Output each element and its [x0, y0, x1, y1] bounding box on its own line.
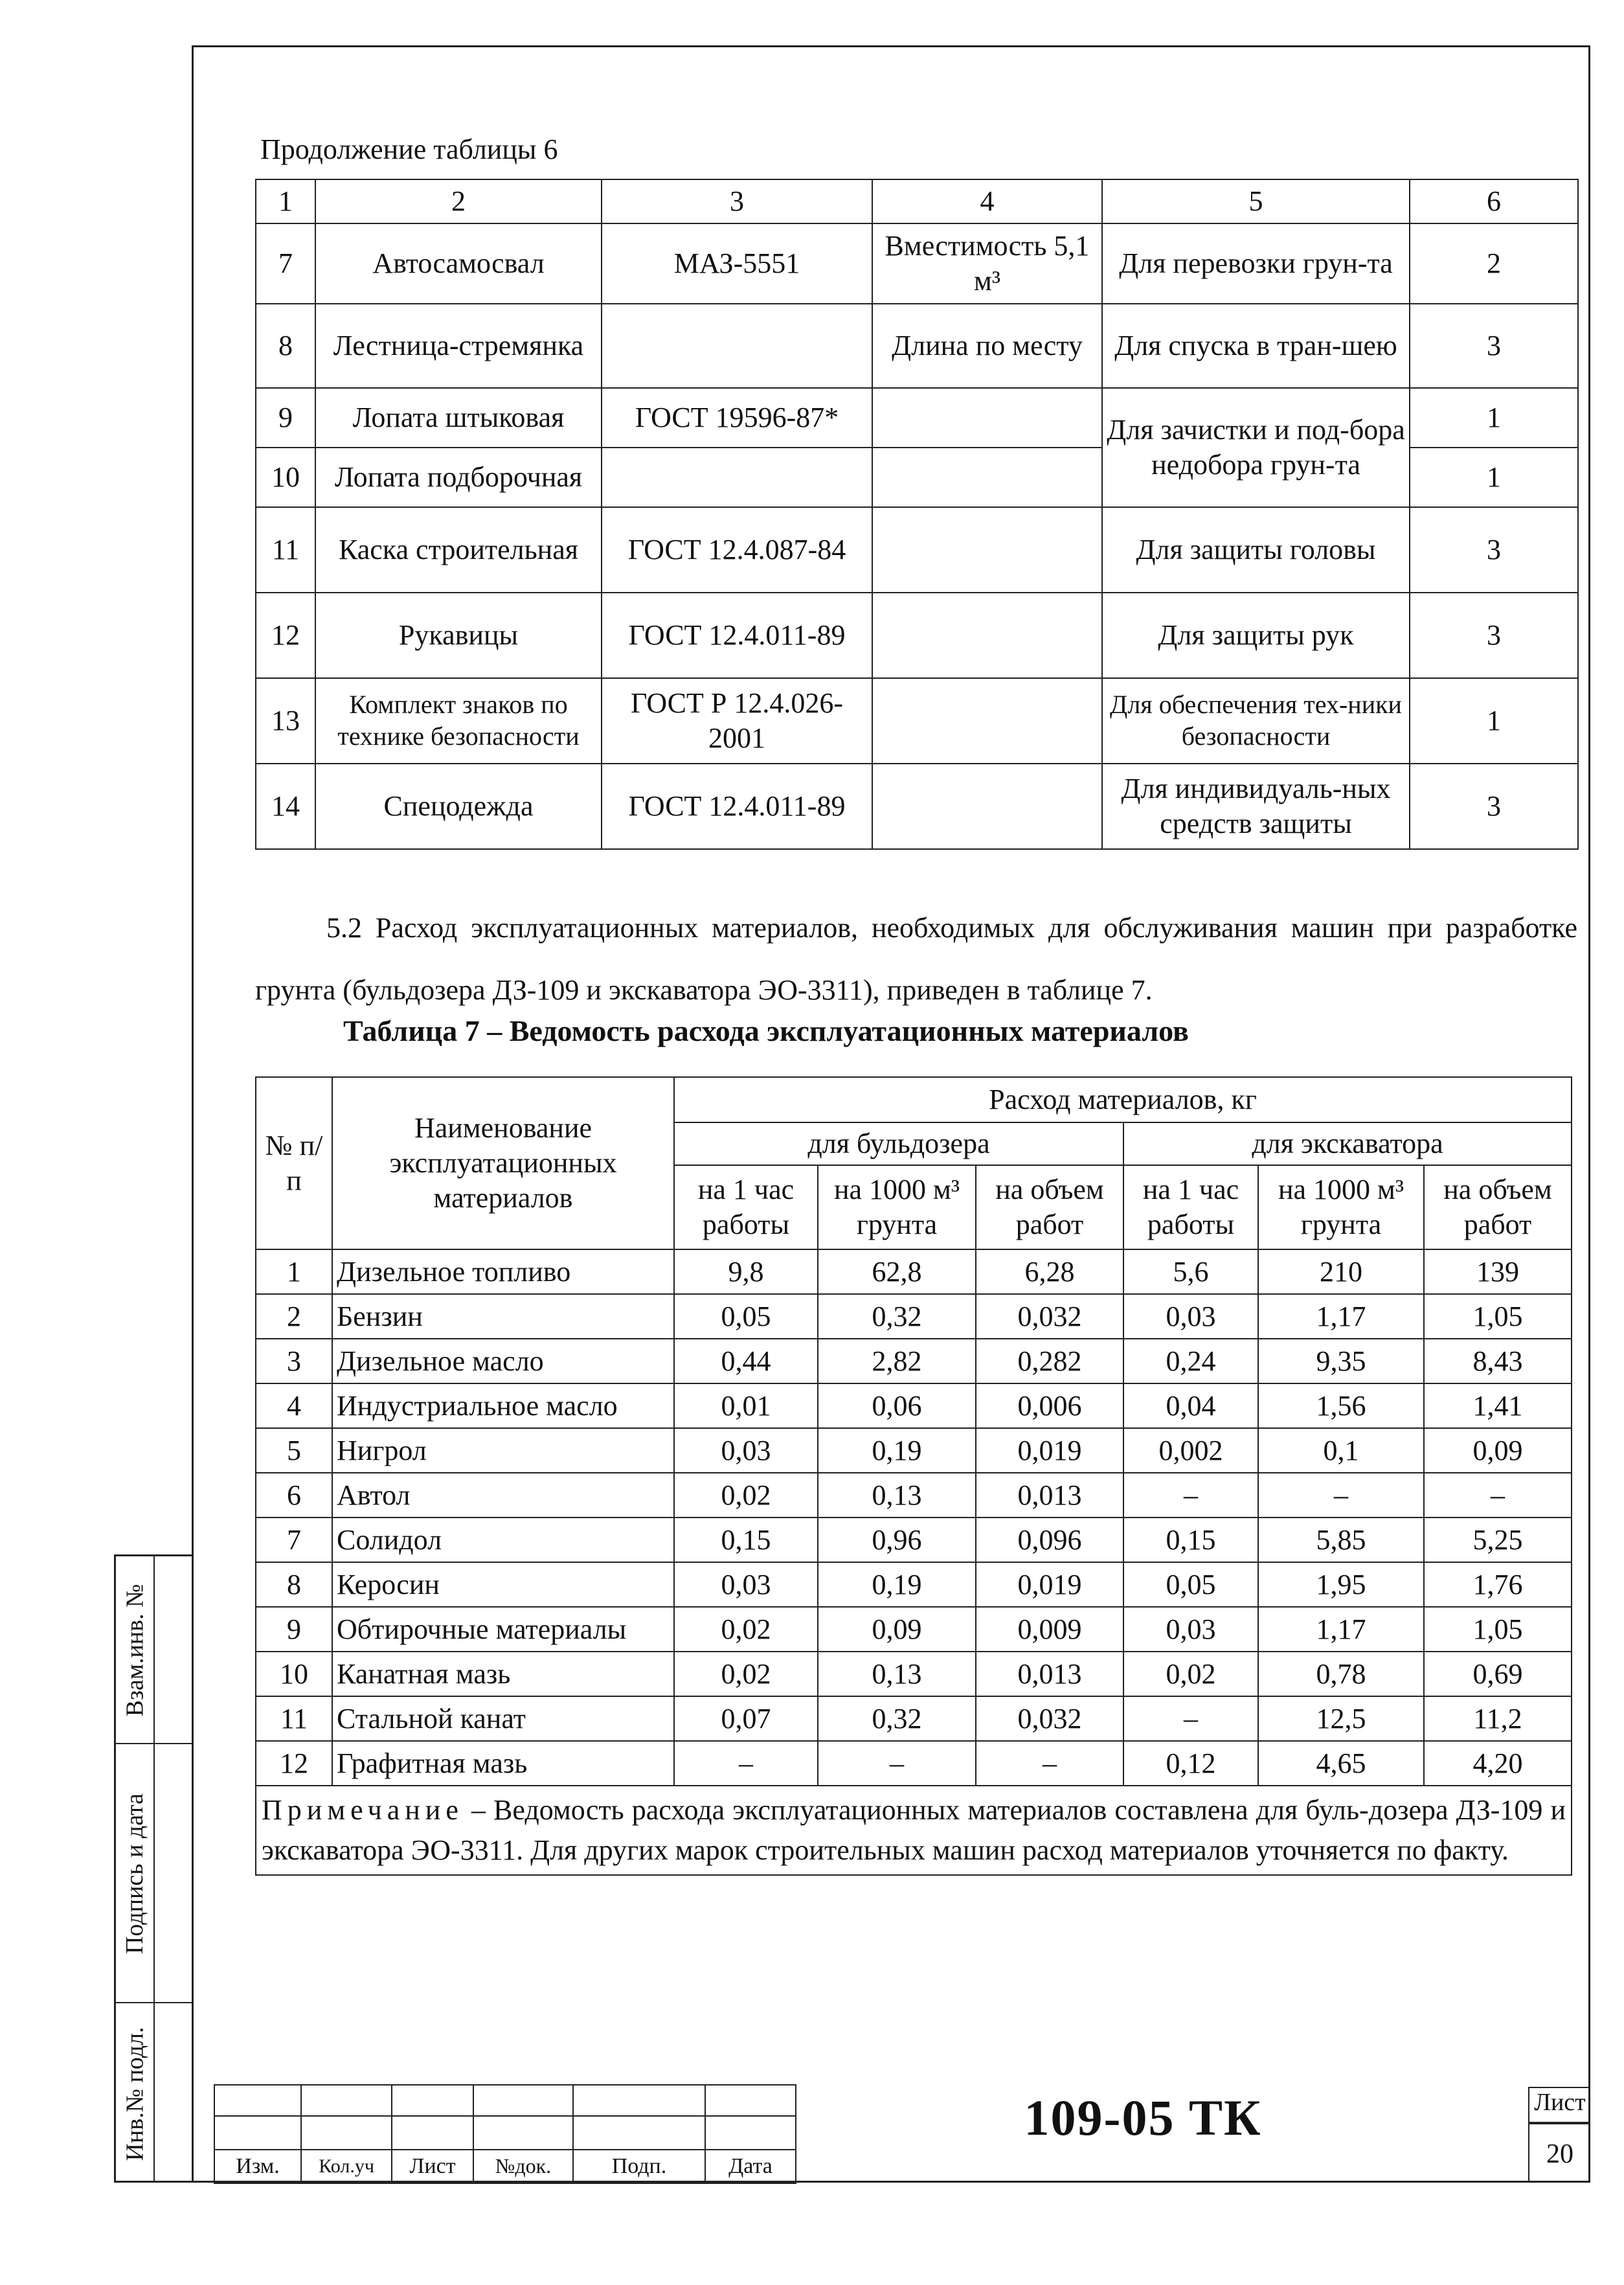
item-purpose: Для защиты рук: [1102, 593, 1410, 678]
excavator-per-1000: 1,17: [1258, 1294, 1424, 1339]
item-name: Лопата штыковая: [315, 388, 602, 448]
row-number: 10: [256, 448, 315, 507]
bulldozer-per-1000: 0,06: [818, 1383, 976, 1428]
table6-header-cell: 1: [256, 179, 315, 223]
paragraph-5-2: 5.2 Расход эксплуатационных материалов, необходимых для обслуживания машин при разработке грунта (бульдозера ДЗ-109 и экскаватора ЭО-3311), приведен в таблице 7.: [255, 912, 1577, 1006]
excavator-per-hour: –: [1123, 1473, 1258, 1518]
bulldozer-per-1000: 0,32: [818, 1294, 976, 1339]
row-number: 7: [256, 223, 315, 304]
side-label-original-inv: Инв.№ подл.: [121, 2027, 149, 2161]
row-number: 12: [256, 1741, 332, 1786]
bulldozer-per-volume: 0,013: [976, 1473, 1123, 1518]
side-stamp: [114, 1554, 193, 2183]
excavator-per-1000: 1,56: [1258, 1383, 1424, 1428]
item-name: Лестница-стремянка: [315, 304, 602, 388]
excavator-per-1000: 210: [1258, 1249, 1424, 1294]
item-parameter: [872, 593, 1102, 678]
item-quantity: 2: [1410, 223, 1578, 304]
row-number: 3: [256, 1339, 332, 1383]
excavator-per-volume: 0,69: [1424, 1652, 1572, 1696]
excavator-per-volume: 0,09: [1424, 1428, 1572, 1473]
bulldozer-per-hour: –: [674, 1741, 818, 1786]
item-standard: МАЗ-5551: [602, 223, 872, 304]
excavator-per-volume: 1,76: [1424, 1562, 1572, 1607]
table6-header-cell: 6: [1410, 179, 1578, 223]
bulldozer-per-volume: 0,032: [976, 1294, 1123, 1339]
row-number: 7: [256, 1518, 332, 1562]
item-quantity: 3: [1410, 507, 1578, 593]
item-purpose: Для обеспечения тех-ники безопасности: [1102, 678, 1410, 764]
bulldozer-per-1000: 0,09: [818, 1607, 976, 1652]
side-label-replacement-inv: Взам.инв. №: [121, 1584, 149, 1717]
row-number: 12: [256, 593, 315, 678]
bulldozer-per-hour: 0,03: [674, 1428, 818, 1473]
excavator-per-volume: 139: [1424, 1249, 1572, 1294]
excavator-per-hour: 0,03: [1123, 1607, 1258, 1652]
item-standard: ГОСТ 12.4.011-89: [602, 764, 872, 849]
bulldozer-per-hour: 0,02: [674, 1607, 818, 1652]
excavator-per-volume: 4,20: [1424, 1741, 1572, 1786]
material-name: Керосин: [332, 1562, 674, 1607]
row-number: 2: [256, 1294, 332, 1339]
note-text: – Ведомость расхода эксплуатационных материалов составлена для буль-дозера ДЗ-109 и экскаватора ЭО-3311. Для других марок строительных машин расход материалов уточняется по факту.: [262, 1794, 1566, 1866]
stamp-label: Подп.: [573, 2150, 705, 2183]
revision-table: [214, 2084, 796, 2184]
bulldozer-per-volume: 0,282: [976, 1339, 1123, 1383]
table-row: [256, 1652, 1572, 1696]
col-header-per-volume: на объем работ: [976, 1165, 1123, 1249]
excavator-per-1000: 12,5: [1258, 1696, 1424, 1741]
bulldozer-per-volume: 0,096: [976, 1518, 1123, 1562]
bulldozer-per-hour: 0,15: [674, 1518, 818, 1562]
item-quantity: 1: [1410, 388, 1578, 448]
col-header-name: Наименование эксплуатационных материалов: [332, 1077, 674, 1249]
col-header-excavator: для экскаватора: [1123, 1122, 1572, 1165]
item-purpose: Для защиты головы: [1102, 507, 1410, 593]
material-name: Дизельное топливо: [332, 1249, 674, 1294]
material-name: Автол: [332, 1473, 674, 1518]
excavator-per-1000: –: [1258, 1473, 1424, 1518]
table-row: [256, 1339, 1572, 1383]
col-header-per-hour: на 1 час работы: [1123, 1165, 1258, 1249]
excavator-per-1000: 1,17: [1258, 1607, 1424, 1652]
item-quantity: 3: [1410, 593, 1578, 678]
row-number: 4: [256, 1383, 332, 1428]
row-number: 9: [256, 1607, 332, 1652]
table-row: [256, 1428, 1572, 1473]
material-name: Обтирочные материалы: [332, 1607, 674, 1652]
table-row: [256, 1294, 1572, 1339]
bulldozer-per-1000: 0,32: [818, 1696, 976, 1741]
item-purpose: Для индивидуаль-ных средств защиты: [1102, 764, 1410, 849]
item-purpose: Для спуска в тран-шею: [1102, 304, 1410, 388]
material-name: Солидол: [332, 1518, 674, 1562]
bulldozer-per-volume: 6,28: [976, 1249, 1123, 1294]
item-standard: [602, 448, 872, 507]
note-label: Примечание: [262, 1794, 464, 1826]
row-number: 11: [256, 1696, 332, 1741]
item-parameter: Длина по месту: [872, 304, 1102, 388]
item-quantity: 3: [1410, 304, 1578, 388]
table-row: [256, 678, 1578, 764]
table-row: [256, 304, 1578, 388]
item-standard: ГОСТ 12.4.011-89: [602, 593, 872, 678]
sheet-number: 20: [1528, 2123, 1590, 2183]
stamp-label: Изм.: [214, 2150, 301, 2183]
material-name: Дизельное масло: [332, 1339, 674, 1383]
item-standard: ГОСТ 19596-87*: [602, 388, 872, 448]
bulldozer-per-hour: 0,03: [674, 1562, 818, 1607]
bulldozer-per-1000: 0,19: [818, 1562, 976, 1607]
bulldozer-per-volume: 0,009: [976, 1607, 1123, 1652]
col-header-bulldozer: для бульдозера: [674, 1122, 1123, 1165]
item-parameter: [872, 388, 1102, 448]
col-header-consumption: Расход материалов, кг: [674, 1077, 1572, 1122]
table6: [255, 179, 1579, 850]
bulldozer-per-hour: 0,44: [674, 1339, 818, 1383]
item-name: Комплект знаков по технике безопасности: [315, 678, 602, 764]
stamp-label: Лист: [392, 2150, 473, 2183]
material-name: Нигрол: [332, 1428, 674, 1473]
table-row: [256, 593, 1578, 678]
excavator-per-volume: 1,05: [1424, 1607, 1572, 1652]
item-name: Каска строительная: [315, 507, 602, 593]
stamp-label: Дата: [705, 2150, 796, 2183]
table-row: [256, 388, 1578, 448]
item-name: Спецодежда: [315, 764, 602, 849]
excavator-per-hour: 5,6: [1123, 1249, 1258, 1294]
item-standard: ГОСТ Р 12.4.026-2001: [602, 678, 872, 764]
bulldozer-per-hour: 0,07: [674, 1696, 818, 1741]
item-name: Лопата подборочная: [315, 448, 602, 507]
bulldozer-per-1000: 2,82: [818, 1339, 976, 1383]
item-parameter: [872, 507, 1102, 593]
excavator-per-volume: 5,25: [1424, 1518, 1572, 1562]
table-row: [256, 1607, 1572, 1652]
item-quantity: 1: [1410, 678, 1578, 764]
material-name: Канатная мазь: [332, 1652, 674, 1696]
row-number: 9: [256, 388, 315, 448]
excavator-per-1000: 5,85: [1258, 1518, 1424, 1562]
item-purpose: Для зачистки и под-бора недобора грун-та: [1102, 388, 1410, 507]
table6-header-cell: 4: [872, 179, 1102, 223]
item-parameter: Вместимость 5,1 м³: [872, 223, 1102, 304]
table6-header-cell: 3: [602, 179, 872, 223]
stamp-label: №док.: [473, 2150, 573, 2183]
excavator-per-hour: 0,04: [1123, 1383, 1258, 1428]
table-row: [256, 1473, 1572, 1518]
table6-header-cell: 2: [315, 179, 602, 223]
item-quantity: 1: [1410, 448, 1578, 507]
row-number: 5: [256, 1428, 332, 1473]
table-row: [256, 1562, 1572, 1607]
item-name: Рукавицы: [315, 593, 602, 678]
bulldozer-per-volume: 0,019: [976, 1428, 1123, 1473]
table-row: [256, 1383, 1572, 1428]
row-number: 13: [256, 678, 315, 764]
excavator-per-volume: –: [1424, 1473, 1572, 1518]
col-header-per-1000: на 1000 м³ грунта: [818, 1165, 976, 1249]
bulldozer-per-hour: 0,02: [674, 1473, 818, 1518]
row-number: 8: [256, 1562, 332, 1607]
excavator-per-volume: 8,43: [1424, 1339, 1572, 1383]
row-number: 14: [256, 764, 315, 849]
table-row: [256, 1518, 1572, 1562]
item-standard: ГОСТ 12.4.087-84: [602, 507, 872, 593]
col-header-per-1000: на 1000 м³ грунта: [1258, 1165, 1424, 1249]
row-number: 1: [256, 1249, 332, 1294]
excavator-per-hour: 0,03: [1123, 1294, 1258, 1339]
excavator-per-hour: 0,15: [1123, 1518, 1258, 1562]
excavator-per-1000: 1,95: [1258, 1562, 1424, 1607]
col-header-per-volume: на объем работ: [1424, 1165, 1572, 1249]
material-name: Графитная мазь: [332, 1741, 674, 1786]
excavator-per-volume: 11,2: [1424, 1696, 1572, 1741]
table-row: [256, 1696, 1572, 1741]
table7: [255, 1076, 1572, 1876]
bulldozer-per-volume: 0,006: [976, 1383, 1123, 1428]
excavator-per-1000: 0,78: [1258, 1652, 1424, 1696]
side-label-signature-date: Подпись и дата: [121, 1793, 149, 1955]
bulldozer-per-volume: 0,019: [976, 1562, 1123, 1607]
table6-caption: Продолжение таблицы 6: [260, 133, 558, 165]
excavator-per-hour: 0,24: [1123, 1339, 1258, 1383]
excavator-per-1000: 0,1: [1258, 1428, 1424, 1473]
bulldozer-per-hour: 0,01: [674, 1383, 818, 1428]
excavator-per-volume: 1,41: [1424, 1383, 1572, 1428]
item-parameter: [872, 678, 1102, 764]
item-standard: [602, 304, 872, 388]
bulldozer-per-volume: 0,013: [976, 1652, 1123, 1696]
excavator-per-1000: 9,35: [1258, 1339, 1424, 1383]
table6-header-row: [256, 179, 1578, 223]
table-row: [256, 764, 1578, 849]
table7-note: [256, 1786, 1572, 1875]
excavator-per-hour: 0,002: [1123, 1428, 1258, 1473]
bulldozer-per-volume: 0,032: [976, 1696, 1123, 1741]
table-row: [256, 1249, 1572, 1294]
material-name: Бензин: [332, 1294, 674, 1339]
excavator-per-1000: 4,65: [1258, 1741, 1424, 1786]
document-number: 109-05 ТК: [1024, 2089, 1262, 2146]
bulldozer-per-1000: 0,13: [818, 1652, 976, 1696]
bulldozer-per-volume: –: [976, 1741, 1123, 1786]
table6-header-cell: 5: [1102, 179, 1410, 223]
col-header-number: № п/п: [256, 1077, 332, 1249]
table-row: [256, 223, 1578, 304]
bulldozer-per-hour: 9,8: [674, 1249, 818, 1294]
material-name: Стальной канат: [332, 1696, 674, 1741]
col-header-per-hour: на 1 час работы: [674, 1165, 818, 1249]
bulldozer-per-1000: –: [818, 1741, 976, 1786]
row-number: 11: [256, 507, 315, 593]
item-parameter: [872, 764, 1102, 849]
excavator-per-hour: 0,02: [1123, 1652, 1258, 1696]
item-name: Автосамосвал: [315, 223, 602, 304]
bulldozer-per-hour: 0,05: [674, 1294, 818, 1339]
item-purpose: Для перевозки грун-та: [1102, 223, 1410, 304]
bulldozer-per-1000: 0,13: [818, 1473, 976, 1518]
material-name: Индустриальное масло: [332, 1383, 674, 1428]
excavator-per-hour: 0,05: [1123, 1562, 1258, 1607]
excavator-per-volume: 1,05: [1424, 1294, 1572, 1339]
sheet-label: Лист: [1528, 2087, 1590, 2123]
table-row: [256, 507, 1578, 593]
item-parameter: [872, 448, 1102, 507]
excavator-per-hour: 0,12: [1123, 1741, 1258, 1786]
item-quantity: 3: [1410, 764, 1578, 849]
stamp-label: Кол.уч: [301, 2150, 392, 2183]
row-number: 6: [256, 1473, 332, 1518]
bulldozer-per-hour: 0,02: [674, 1652, 818, 1696]
excavator-per-hour: –: [1123, 1696, 1258, 1741]
bulldozer-per-1000: 0,96: [818, 1518, 976, 1562]
table-row: [256, 1741, 1572, 1786]
table7-title: Таблица 7 – Ведомость расхода эксплуатационных материалов: [343, 1014, 1189, 1047]
row-number: 8: [256, 304, 315, 388]
bulldozer-per-1000: 0,19: [818, 1428, 976, 1473]
bulldozer-per-1000: 62,8: [818, 1249, 976, 1294]
row-number: 10: [256, 1652, 332, 1696]
